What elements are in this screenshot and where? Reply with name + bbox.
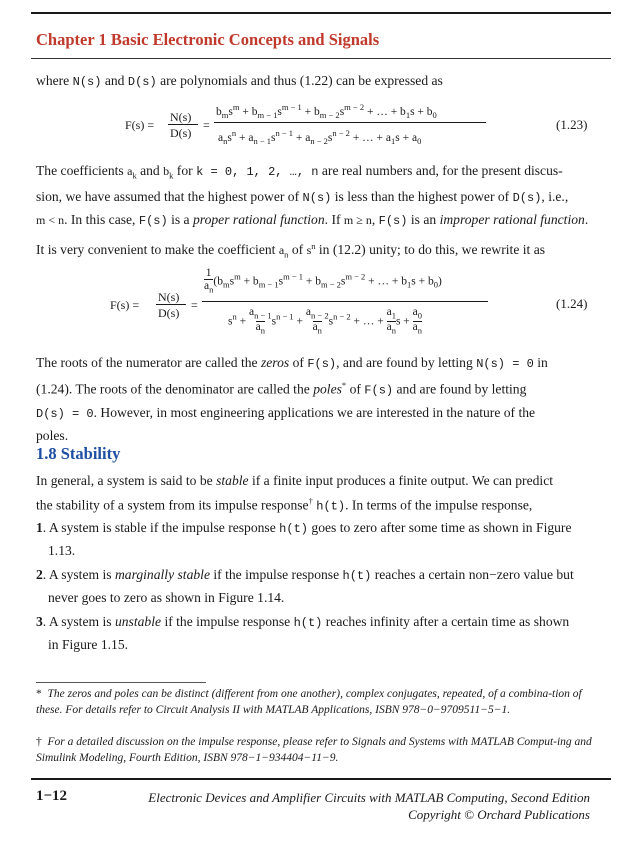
- section-title: 1.8 Stability: [36, 444, 121, 463]
- list-item: 1. A system is stable if the impulse response h(t) goes to zero after some time as shown in Figure 1.13.: [36, 520, 572, 558]
- coefficients-paragraph: The coefficients $a_k$ and $b_k$ for k = 0, 1, 2, …, n are real numbers and, for the present discus- sion, we have assumed that the highest power of N(s) is less than the highest power of D(s), i.e., m < n. In this case, F(s) is a proper rational function. If m ≥ n, F(s) is an improper rational function.: [36, 163, 589, 229]
- book-title: Electronic Devices and Amplifier Circuits with MATLAB Computing, Second Edition Copyright © Orchard Publications: [148, 790, 590, 822]
- intro-paragraph: where N(s) and D(s) are polynomials and thus (1.22) can be expressed as: [36, 73, 443, 89]
- top-rule: [31, 12, 611, 14]
- eq123-numerator: $b_ms^m + b_{m - 1}s^{m - 1} + b_{m - 2}s^{m - 2}$ + … + $b_1s + b_0$: [216, 102, 437, 121]
- list-item: 3. A system is unstable if the impulse response h(t) reaches infinity after a certain time as shown in Figure 1.15.: [36, 614, 570, 652]
- stability-paragraph: In general, a system is said to be stable if a finite input produces a finite output. We can predict the stability of a system from its impulse response† h(t). In terms of the impulse response,: [36, 473, 554, 514]
- eq124-numerator: 1 $a_n(b_ms^m + b_{m - 1}s^{m - 1} + b_{m - 2}s^{m - 2}$ + … + $b_1s + b_0$): [204, 267, 442, 295]
- normalize-paragraph: It is very convenient to make the coefficient $a_n$ of $s^n$ in (12.2) unity; to do this, we rewrite it as: [36, 241, 546, 260]
- footnote-2: † For a detailed discussion on the impulse response, please refer to Signals and Systems with MATLAB Comput-ing and Simulink Modeling, Fourth Edition, ISBN 978−1−934404−11−9.: [36, 736, 592, 764]
- footer-rule: [31, 778, 611, 780]
- page-number: 1−12: [36, 788, 68, 804]
- footnote-rule: [36, 682, 206, 683]
- footnote-1: * The zeros and poles can be distinct (different from one another), complex conjugates, repeated, of a combina-tion of these. For details refer to Circuit Analysis II with MATLAB Applications, ISBN 978−0−9709511−5−1.: [36, 688, 582, 716]
- eq123-denominator: $a_ns^n + a_{n - 1}s^{n - 1} + a_{n - 2}s^{n - 2}$ + … + $a_1s + a_0$: [218, 128, 422, 147]
- header-rule: [31, 58, 611, 59]
- eq124-denominator: $s^n + a_{n - 1}$ $a_ns^{n - 1} + a_{n - 2}$ $a_ns^{n - 2}$ + … + $a_1$ $a_ns + a_0$ $a_n$: [228, 306, 423, 336]
- list-item: 2. A system is marginally stable if the impulse response h(t) reaches a certain non−zero value but never goes to zero as shown in Figure 1.14.: [36, 567, 574, 605]
- chapter-header: Chapter 1 Basic Electronic Concepts and Signals: [36, 30, 380, 49]
- zeros-poles-paragraph: The roots of the numerator are called the zeros of F(s), and are found by letting N(s) = 0 in (1.24). The roots of the denominator are called the poles* of F(s) and are found by letting D(s) = 0. However, in most engineering applications we are interested in the nature of the poles.: [36, 355, 548, 443]
